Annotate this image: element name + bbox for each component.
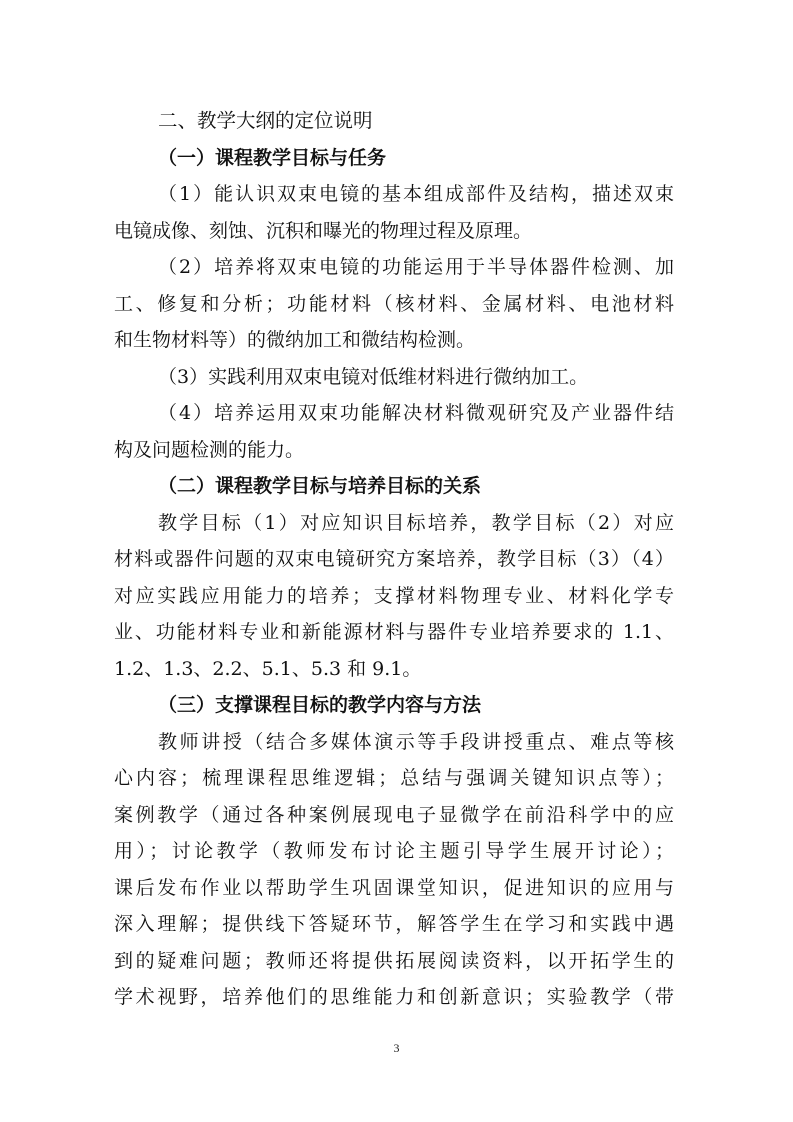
paragraph-line: 材料或器件问题的双束电镜研究方案培养，教学目标（3）（4） bbox=[114, 548, 674, 570]
paragraph-line: （4）培养运用双束功能解决材料微观研究及产业器件结 bbox=[158, 402, 674, 424]
paragraph-line: 到的疑难问题；教师还将提供拓展阅读资料，以开拓学生的 bbox=[114, 949, 674, 972]
paragraph-line: 电镜成像、刻蚀、沉积和曝光的物理过程及原理。 bbox=[114, 219, 533, 242]
paragraph-line: 用）；讨论教学（教师发布讨论主题引导学生展开讨论）； bbox=[114, 840, 674, 862]
paragraph-line: （1）能认识双束电镜的基本组成部件及结构，描述双束 bbox=[158, 183, 674, 205]
subsection-heading: （一）课程教学目标与任务 bbox=[158, 146, 387, 169]
paragraph-line: 工、修复和分析；功能材料（核材料、金属材料、电池材料 bbox=[114, 292, 674, 315]
paragraph-line: 教学目标（1）对应知识目标培养，教学目标（2）对应 bbox=[158, 511, 674, 534]
paragraph-line: 深入理解；提供线下答疑环节，解答学生在学习和实践中遇 bbox=[114, 913, 674, 935]
paragraph-line: 和生物材料等）的微纳加工和微结构检测。 bbox=[114, 329, 476, 351]
paragraph-line: 业、功能材料专业和新能源材料与器件专业培养要求的 1.1、 bbox=[114, 621, 674, 643]
paragraph-line: 教师讲授（结合多媒体演示等手段讲授重点、难点等核 bbox=[158, 730, 674, 753]
paragraph-line: 对应实践应用能力的培养；支撑材料物理专业、材料化学专 bbox=[114, 584, 674, 607]
subsection-heading: （三）支撑课程目标的教学内容与方法 bbox=[158, 694, 482, 716]
page-number: 3 bbox=[393, 1041, 400, 1055]
document-body bbox=[114, 103, 674, 1016]
paragraph-line: （3）实践利用双束电镜对低维材料进行微纳加工。 bbox=[158, 365, 589, 388]
paragraph-line: 案例教学（通过各种案例展现电子显微学在前沿科学中的应 bbox=[114, 803, 674, 826]
paragraph-line: 学术视野，培养他们的思维能力和创新意识；实验教学（带 bbox=[114, 986, 674, 1008]
paragraph-line: 构及问题检测的能力。 bbox=[114, 438, 305, 461]
paragraph-line: 课后发布作业以帮助学生巩固课堂知识，促进知识的应用与 bbox=[114, 876, 674, 899]
subsection-heading: （二）课程教学目标与培养目标的关系 bbox=[158, 475, 482, 497]
paragraph-line: 1.2、1.3、2.2、5.1、5.3 和 9.1。 bbox=[114, 657, 422, 680]
paragraph-line: 心内容；梳理课程思维逻辑；总结与强调关键知识点等）； bbox=[114, 767, 674, 789]
section-title: 二、教学大纲的定位说明 bbox=[158, 109, 373, 132]
paragraph-line: （2）培养将双束电镜的功能运用于半导体器件检测、加 bbox=[158, 256, 674, 278]
